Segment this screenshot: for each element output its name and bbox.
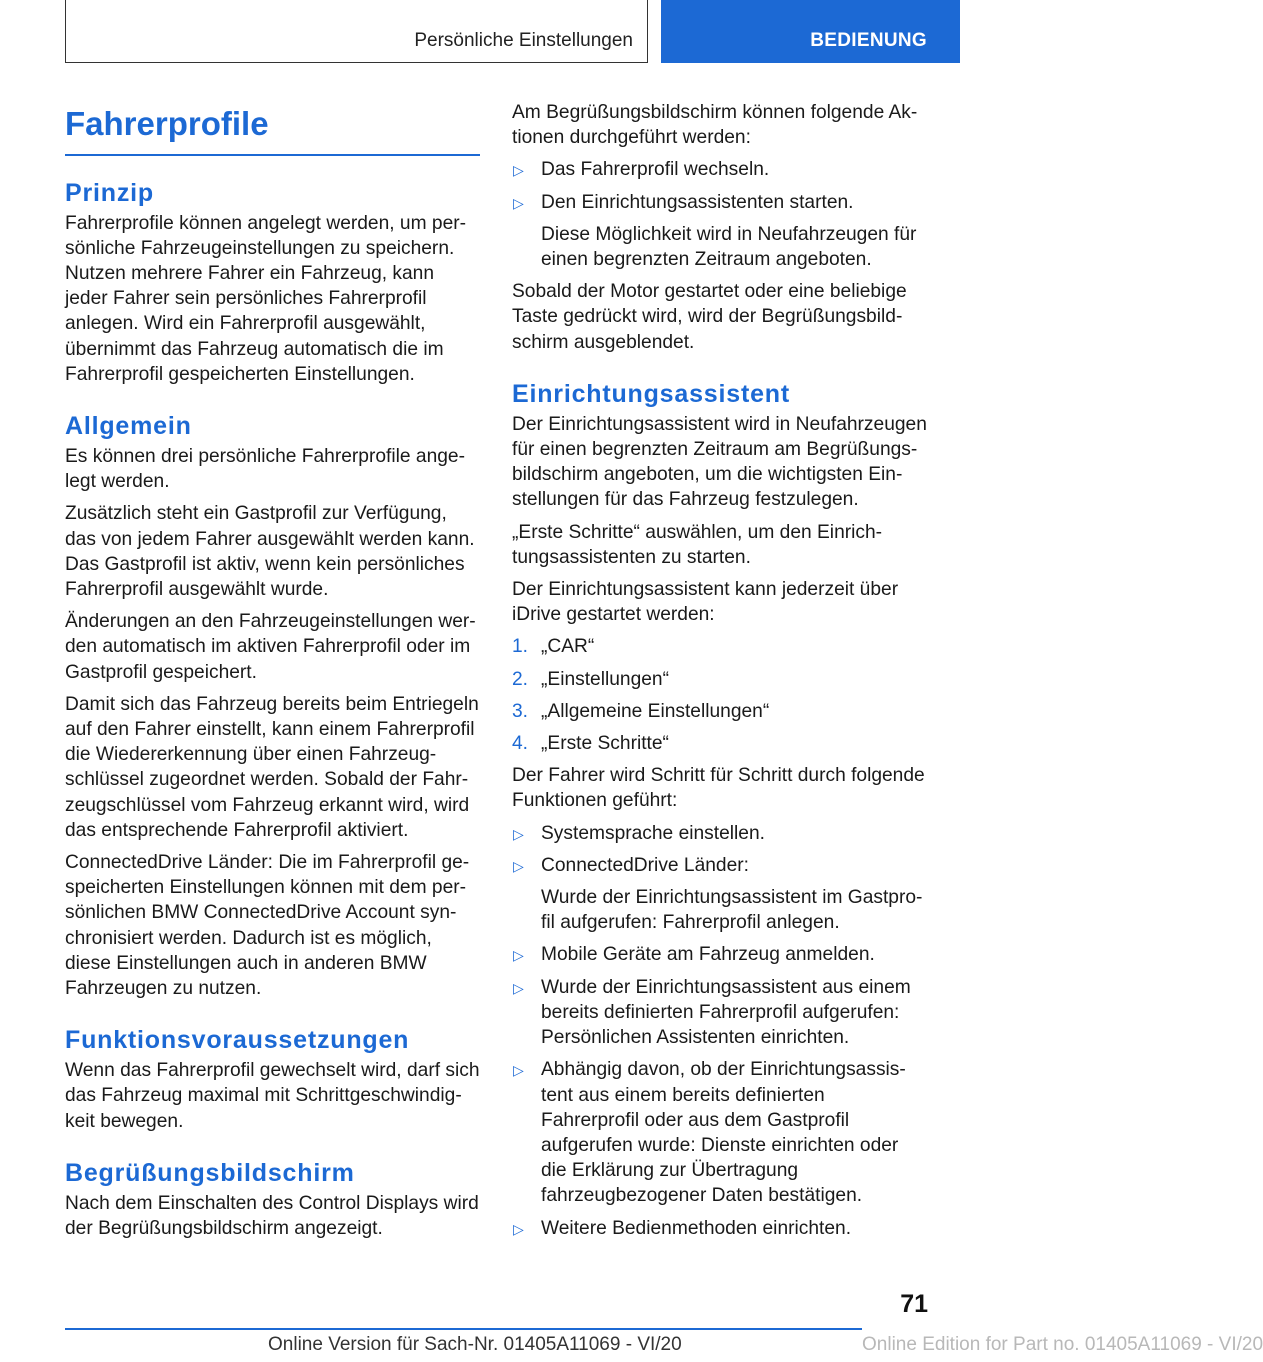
heading-prinzip: Prinzip [65,178,154,207]
paragraph: „Erste Schritte“ auswählen, um den Einrichtungsassistenten zu starten. [512,521,883,568]
paragraph: Der Einrichtungsassistent kann jederzeit über iDrive gestartet werden: [512,579,899,626]
heading-einrichtungsassistent: Einrichtungsassistent [512,379,790,408]
triangle-right-icon: ▷ [513,194,524,211]
functions-list [512,821,928,1241]
section-allgemein [65,410,480,1001]
page-footer [0,1290,1263,1362]
list-item-text: Weitere Bedienmethoden einrichten. [541,1217,852,1239]
triangle-right-icon: ▷ [513,1220,524,1237]
list-item-subtext: Wurde der Einrichtungsassistent im Gastprofil aufgerufen: Fahrerprofil anlegen. [541,887,923,934]
step-item [512,731,928,756]
heading-allgemein: Allgemein [65,411,192,440]
section-funktionsvoraussetzungen [65,1024,480,1134]
triangle-right-icon: ▷ [513,947,524,964]
step-item [512,699,928,724]
step-item [512,667,928,692]
list-item [512,157,928,182]
paragraph: Fahrerprofile können angelegt werden, um persönliche Fahrzeugeinstellungen zu speichern. Nutzen mehrere Fahrer ein Fahrzeug, kann jeder Fahrer sein persönliches Fahrerprofil anlegen. Wird ein Fahrerprofil ausgewählt, übernimmt das Fahrzeug automatisch die im Fahrerprofil gespeicherten Einstellungen. [65,212,467,385]
list-item [512,1216,928,1241]
list-item [512,1057,928,1208]
page-number: 71 [900,1290,928,1318]
list-item [512,853,928,936]
step-text: „Allgemeine Einstellungen“ [541,700,770,722]
page-header [0,0,960,66]
section-prinzip [65,177,480,387]
title-divider [65,154,480,156]
paragraph: Änderungen an den Fahrzeugeinstellungen werden automatisch im aktiven Fahrerprofil oder im Gastprofil gespeichert. [65,611,476,683]
paragraph: Der Fahrer wird Schritt für Schritt durch folgende Funktionen geführt: [512,765,925,812]
paragraph: Der Einrichtungsassistent wird in Neufahrzeugen für einen begrenzten Zeitraum am Begrüßungsbildschirm angeboten, um die wichtigsten Einstellungen für das Fahrzeug festzulegen. [512,413,927,511]
section-begruessungsbildschirm [65,1157,480,1241]
list-item-text: Systemsprache einstellen. [541,822,765,844]
paragraph: Es können drei persönliche Fahrerprofile angelegt werden. [65,445,465,493]
step-text: „Erste Schritte“ [541,733,669,755]
triangle-right-icon: ▷ [513,825,524,842]
triangle-right-icon: ▷ [513,1062,524,1079]
list-item-text: ConnectedDrive Länder: [541,854,749,876]
list-item-subtext: Diese Möglichkeit wird in Neufahrzeugen für einen begrenzten Zeitraum angeboten. [541,223,917,271]
triangle-right-icon: ▷ [513,162,524,179]
list-item-text: Wurde der Einrichtungsassistent aus einem bereits definierten Fahrerprofil aufgerufen: Persönlichen Assistenten einrichten. [541,976,911,1049]
paragraph: Nach dem Einschalten des Control Displays wird der Begrüßungsbildschirm angezeigt. [65,1192,479,1239]
paragraph: Wenn das Fahrerprofil gewechselt wird, darf sich das Fahrzeug maximal mit Schrittgeschwindigkeit bewegen. [65,1060,480,1132]
list-item-text: Mobile Geräte am Fahrzeug anmelden. [541,944,875,966]
right-column [512,100,928,1264]
heading-begruessungsbildschirm: Begrüßungsbildschirm [65,1158,355,1187]
step-text: „Einstellungen“ [541,668,669,690]
section-title: Persönliche Einstellungen [414,30,633,51]
list-item-text: Den Einrichtungsassistenten starten. [541,191,854,213]
list-item [512,821,928,846]
paragraph: Zusätzlich steht ein Gastprofil zur Verfügung, das von jedem Fahrer ausgewählt werden kann. Das Gastprofil ist aktiv, wenn kein persönliches Fahrerprofil ausgewählt wurde. [65,503,475,600]
step-text: „CAR“ [541,636,595,658]
triangle-right-icon: ▷ [513,979,524,996]
step-number: 1. [512,636,529,658]
paragraph: Am Begrüßungsbildschirm können folgende Aktionen durchgeführt werden: [512,102,918,149]
list-item [512,942,928,967]
step-number: 3. [512,700,529,722]
list-item-text: Das Fahrerprofil wechseln. [541,159,770,181]
paragraph: ConnectedDrive Länder: Die im Fahrerprofil gespeicherten Einstellungen können mit dem persönlichen BMW ConnectedDrive Account synchronisiert werden. Dadurch ist es möglich, diese Einstellungen auch in anderen BMW Fahrzeugen zu nutzen. [65,851,470,999]
edition-note: Online Version für Sach-Nr. 01405A11069 - VI/20 [268,1334,682,1355]
paragraph: Damit sich das Fahrzeug bereits beim Entriegeln auf den Fahrer einstellt, kann einem Fahrerprofil die Wiedererkennung über einen Fahrzeugschlüssel zugeordnet werden. Sobald der Fahrzeugschlüssel vom Fahrzeug erkannt wird, wird das entsprechende Fahrerprofil aktiviert. [65,693,479,841]
heading-funktionsvoraussetzungen: Funktionsvoraussetzungen [65,1026,410,1055]
steps-list [512,634,928,756]
chapter-title: BEDIENUNG [810,30,927,51]
left-column [65,100,480,1264]
step-number: 4. [512,733,529,755]
list-item [512,975,928,1051]
page-title: Fahrerprofile [65,105,269,142]
chapter-tab [661,0,960,63]
watermark: Online Edition for Part no. 01405A11069 - VI/20 [862,1334,1263,1355]
step-item [512,634,928,659]
section-header-box [65,0,648,63]
footer-divider [65,1328,862,1330]
actions-list [512,157,928,272]
list-item-text: Abhängig davon, ob der Einrichtungsassistent aus einem bereits definierten Fahrerprofil oder aus dem Gastprofil aufgerufen wurde: Dienste einrichten oder die Erklärung zur Übertragung fahrzeugbezogener Daten bestätigen. [541,1059,906,1207]
triangle-right-icon: ▷ [513,857,524,874]
step-number: 2. [512,668,529,690]
list-item [512,190,928,273]
paragraph: Sobald der Motor gestartet oder eine beliebige Taste gedrückt wird, wird der Begrüßungsbildschirm ausgeblendet. [512,281,907,353]
section-einrichtungsassistent [512,378,928,1241]
